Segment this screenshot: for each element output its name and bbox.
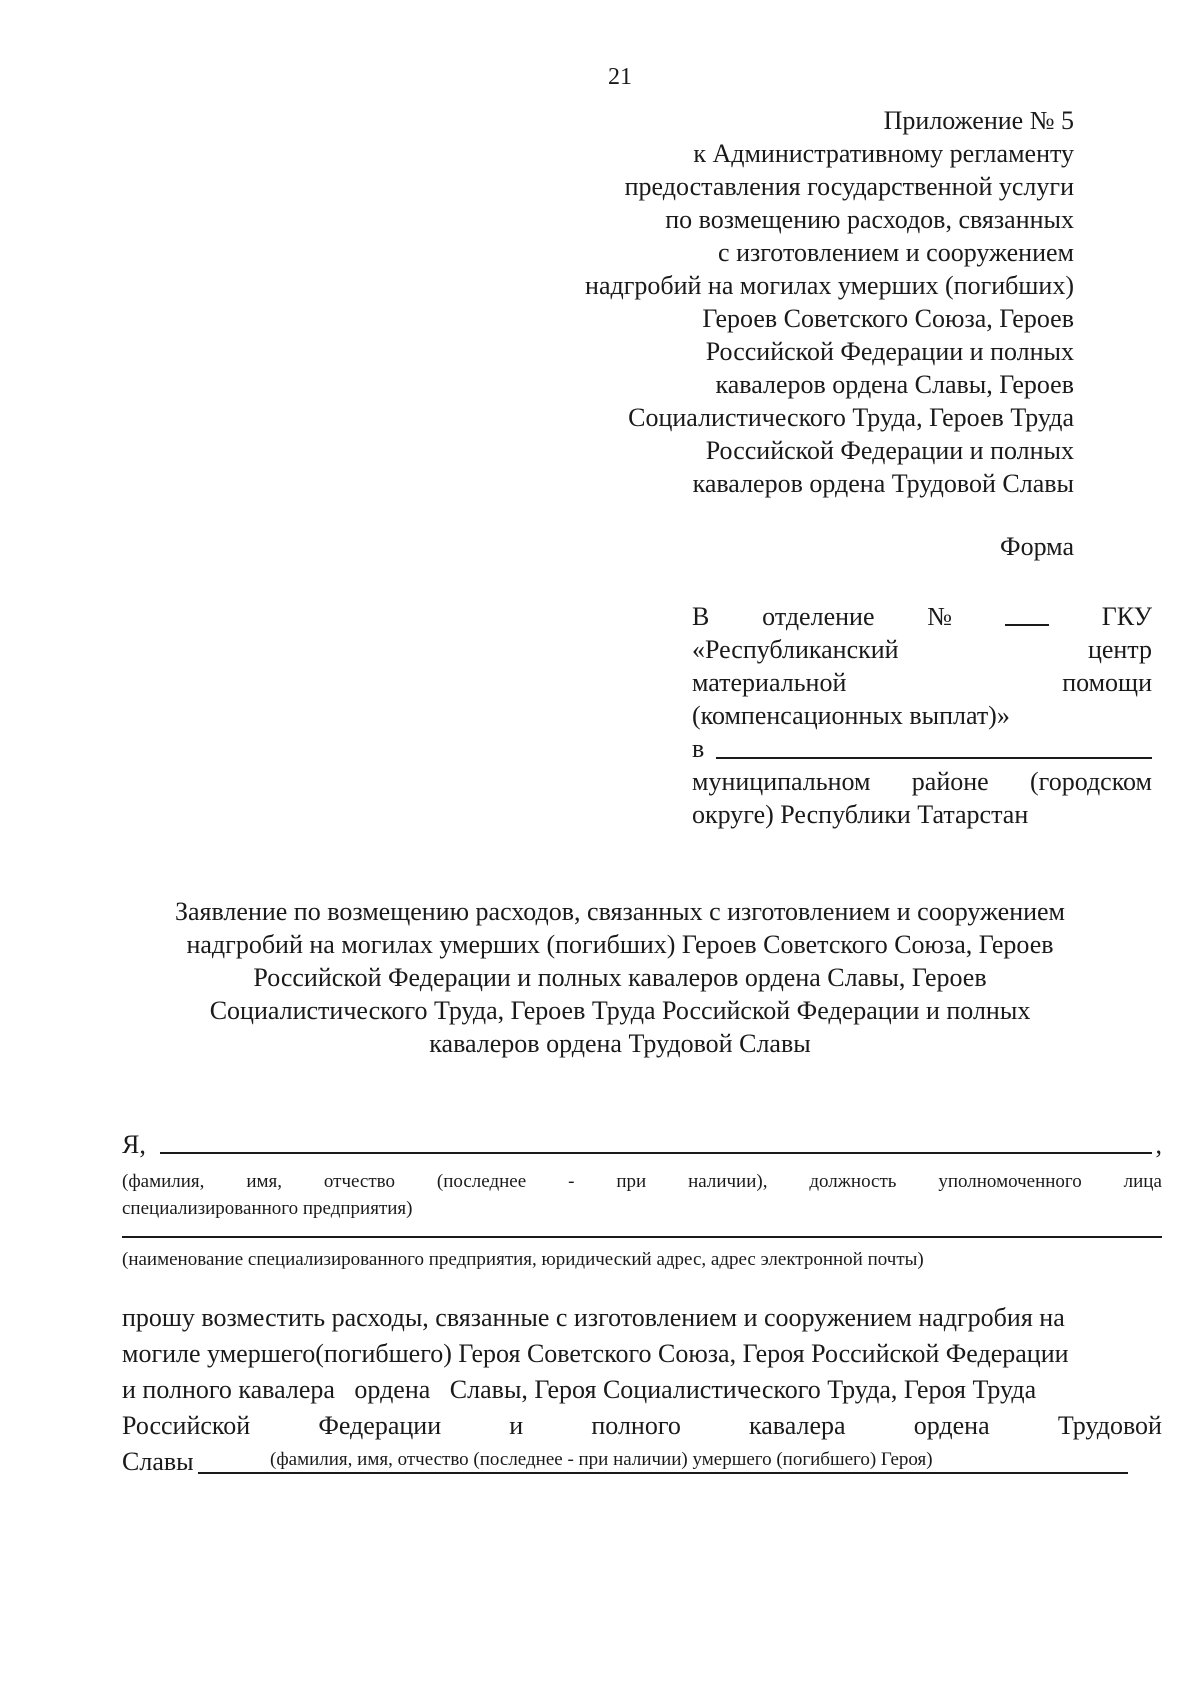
addressee-word: в (692, 734, 705, 763)
addressee-line-5 (692, 732, 1152, 765)
appendix-line: Российской Федерации и полных (705, 337, 1074, 366)
title-line: кавалеров ордена Трудовой Славы (429, 1029, 811, 1058)
hint-word: лица (1123, 1171, 1162, 1192)
hint-word: должность (809, 1171, 897, 1192)
addressee-word: муниципальном (692, 767, 871, 796)
addressee-word: отделение (762, 602, 875, 631)
title-line: Заявление по возмещению расходов, связанных с изготовлением и сооружением (174, 897, 1066, 926)
appendix-line: Героев Советского Союза, Героев (702, 304, 1074, 333)
title-line: Российской Федерации и полных кавалеров ордена Славы, Героев (253, 963, 987, 992)
hint-word: - (568, 1171, 575, 1192)
appendix-line: Приложение № 5 (883, 106, 1074, 135)
title-line: Социалистического Труда, Героев Труда Российской Федерации и полных (209, 996, 1031, 1025)
applicant-name-field[interactable] (160, 1152, 1152, 1154)
addressee-word: районе (911, 767, 989, 796)
appendix-line: к Административному регламенту (693, 139, 1074, 168)
appendix-line: надгробий на могилах умерших (погибших) (585, 271, 1074, 300)
appendix-line: Социалистического Труда, Героев Труда (628, 403, 1074, 432)
page-number: 21 (608, 64, 632, 90)
request-line: могиле умершего(погибшего) Героя Советского Союза, Героя Российской Федерации (122, 1339, 1069, 1368)
hint-word: (фамилия, (122, 1171, 205, 1192)
addressee-word: помощи (1062, 668, 1152, 697)
hero-name-hint: (фамилия, имя, отчество (последнее - при наличии) умершего (погибшего) Героя) (270, 1449, 933, 1470)
addressee-word: (городском (1030, 767, 1152, 796)
addressee-line-2 (692, 633, 1152, 666)
applicant-suffix: , (1155, 1130, 1162, 1159)
applicant-row (122, 1130, 1162, 1160)
appendix-line: Российской Федерации и полных (705, 436, 1074, 465)
hint-word: отчество (323, 1171, 395, 1192)
appendix-line: предоставления государственной услуги (624, 172, 1074, 201)
request-word: полного (591, 1411, 681, 1440)
organization-hint: (наименование специализированного предприятия, юридический адрес, адрес электронной почты) (122, 1249, 924, 1270)
request-word: Федерации (318, 1411, 442, 1440)
hint-word: наличии), (688, 1171, 768, 1192)
addressee-line-3 (692, 666, 1152, 699)
addressee-block (692, 600, 1152, 831)
appendix-line: по возмещению расходов, связанных (665, 205, 1074, 234)
addressee-word: «Республиканский (692, 635, 899, 664)
addressee-word: В (692, 602, 710, 631)
hint-word: имя, (246, 1171, 282, 1192)
addressee-word: материальной (692, 668, 847, 697)
request-word: и (509, 1411, 524, 1440)
hint-word: уполномоченного (938, 1171, 1082, 1192)
addressee-word: ГКУ (1101, 602, 1152, 631)
addressee-word: № (927, 602, 953, 631)
appendix-line: кавалеров ордена Славы, Героев (715, 370, 1074, 399)
appendix-line: с изготовлением и сооружением (718, 238, 1074, 267)
request-word: ордена (913, 1411, 990, 1440)
application-title (120, 895, 1120, 1060)
applicant-hint (122, 1168, 1162, 1222)
addressee-line-6 (692, 765, 1152, 798)
municipality-field[interactable] (716, 757, 1152, 759)
hint-word: (последнее (436, 1171, 527, 1192)
addressee-word: центр (1087, 635, 1152, 664)
request-line: прошу возместить расходы, связанные с изготовлением и сооружением надгробия на (122, 1303, 1065, 1332)
department-number-field[interactable] (1005, 600, 1049, 626)
applicant-hint-line-1 (122, 1168, 1162, 1195)
request-line-4 (122, 1408, 1162, 1444)
applicant-hint-line-2: специализированного предприятия) (122, 1198, 413, 1219)
organization-field[interactable] (122, 1236, 1162, 1238)
request-word: Российской (122, 1411, 251, 1440)
request-line: и полного кавалера ордена Славы, Героя Социалистического Труда, Героя Труда (122, 1375, 1037, 1404)
title-line: надгробий на могилах умерших (погибших) Героев Советского Союза, Героев (186, 930, 1054, 959)
addressee-line-1 (692, 600, 1152, 633)
request-word: кавалера (749, 1411, 846, 1440)
form-label: Форма (1000, 532, 1074, 561)
appendix-header (514, 104, 1074, 500)
addressee-line-4: (компенсационных выплат)» (692, 701, 1010, 730)
request-word: Славы (122, 1447, 194, 1476)
appendix-line: кавалеров ордена Трудовой Славы (692, 469, 1074, 498)
request-word: Трудовой (1057, 1411, 1162, 1440)
applicant-prefix: Я, (122, 1130, 146, 1159)
hint-word: при (616, 1171, 647, 1192)
addressee-line-7: округе) Республики Татарстан (692, 800, 1029, 829)
